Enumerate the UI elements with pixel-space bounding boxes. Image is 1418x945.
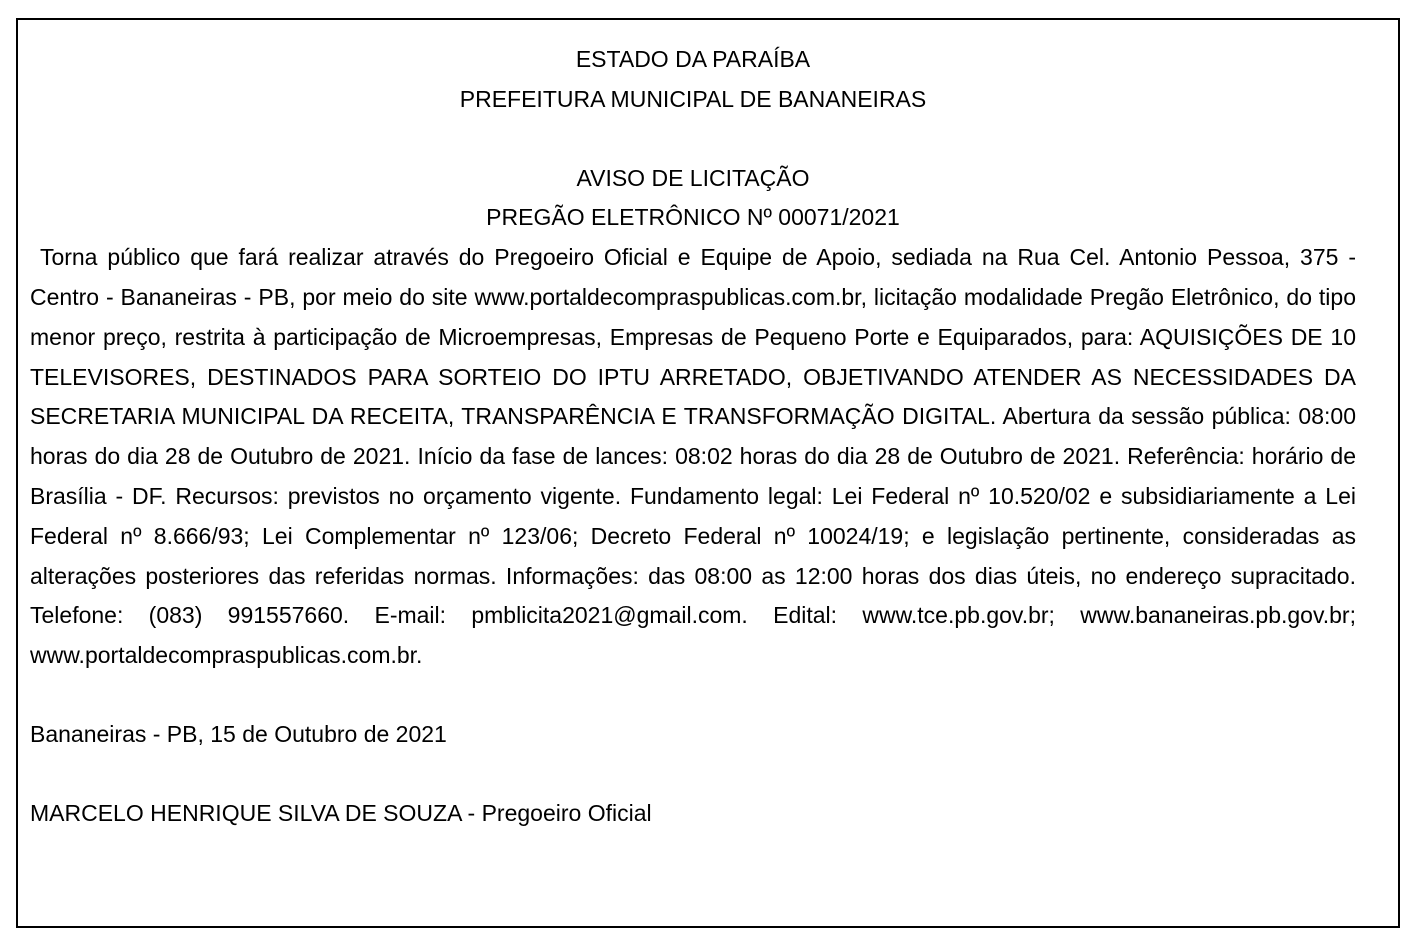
- spacer: [30, 755, 1356, 794]
- notice-title: AVISO DE LICITAÇÃO: [576, 164, 810, 191]
- notice-subtitle: PREGÃO ELETRÔNICO Nº 00071/2021: [486, 204, 900, 231]
- notice-body: Torna público que fará realizar através do Pregoeiro Oficial e Equipe de Apoio, sediada na Rua Cel. Antonio Pessoa, 375 - Centro - Bananeiras - PB, por meio do site www.portaldecompraspublicas.com.br, licitação modalidade Pregão Eletrônico, do tipo menor preço, restrita à participação de Microempresas, Empresas de Pequeno Porte e Equiparados, para: AQUISIÇÕES DE 10 TELEVISORES, DESTINADOS PARA SORTEIO DO IPTU ARRETADO, OBJETIVANDO ATENDER AS NECESSIDADES DA SECRETARIA MUNICIPAL DA RECEITA, TRANSPARÊNCIA E TRANSFORMAÇÃO DIGITAL. Abertura da sessão pública: 08:00 horas do dia 28 de Outubro de 2021. Início da fase de lances: 08:02 horas do dia 28 de Outubro de 2021. Referência: horário de Brasília - DF. Recursos: previstos no orçamento vigente. Fundamento legal: Lei Federal nº 10.520/02 e subsidiariamente a Lei Federal nº 8.666/93; Lei Complementar nº 123/06; Decreto Federal nº 10024/19; e legislação pertinente, consideradas as alterações posteriores das referidas normas. Informações: das 08:00 as 12:00 horas dos dias úteis, no endereço supracitado. Telefone: (083) 991557660. E-mail: pmblicita2021@gmail.com. Edital: www.tce.pb.gov.br; www.bananeiras.pb.gov.br; www.portaldecompraspublicas.com.br.: [30, 244, 1363, 669]
- notice-content: [30, 40, 1363, 834]
- spacer: [30, 676, 1356, 715]
- signature: MARCELO HENRIQUE SILVA DE SOUZA - Pregoeiro Oficial: [30, 799, 652, 826]
- municipality-heading: PREFEITURA MUNICIPAL DE BANANEIRAS: [459, 85, 927, 112]
- state-heading: ESTADO DA PARAÍBA: [575, 46, 811, 72]
- place-date: Bananeiras - PB, 15 de Outubro de 2021: [30, 720, 447, 747]
- spacer: [30, 120, 1356, 159]
